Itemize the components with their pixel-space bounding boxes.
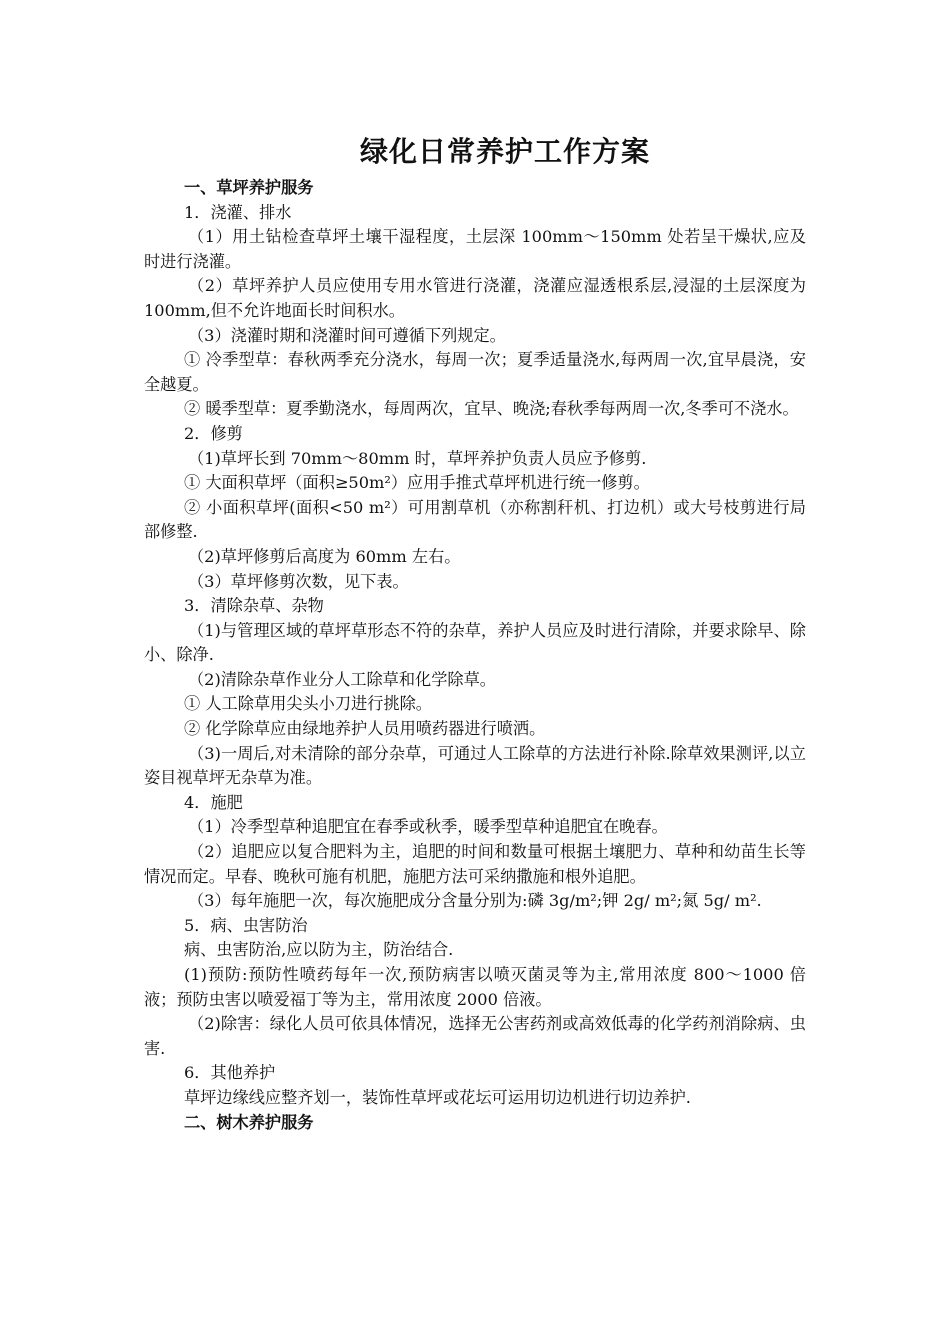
section-heading: 一、草坪养护服务 (184, 178, 314, 197)
paragraph: （1）冷季型草种追肥宜在春季或秋季，暖季型草种追肥宜在晚春。 (188, 817, 668, 837)
paragraph: （3）每年施肥一次，每次施肥成分含量分别为:磷 3g/m²;钾 2g/ m²;氮 5g/ m². (188, 891, 762, 911)
paragraph: （3)一周后,对未清除的部分杂草，可通过人工除草的方法进行补除.除草效果测评,以立姿目视草坪无杂草为准。 (144, 743, 806, 788)
document-body (144, 176, 806, 1135)
paragraph: （2)清除杂草作业分人工除草和化学除草。 (188, 669, 496, 689)
section-heading: 二、树木养护服务 (184, 1112, 314, 1132)
paragraph: （1)草坪长到 70mm～80mm 时，草坪养护负责人员应予修剪. (188, 448, 647, 468)
paragraph: 草坪边缘线应整齐划一，装饰性草坪或花坛可运用切边机进行切边养护. (184, 1087, 691, 1107)
paragraph: ② 小面积草坪(面积<50 m²）可用割草机（亦称割秆机、打边机）或大号枝剪进行局部修整. (144, 497, 806, 542)
paragraph: 6．其他养护 (184, 1063, 276, 1083)
paragraph: （2)除害：绿化人员可依具体情况，选择无公害药剂或高效低毒的化学药剂消除病、虫害. (144, 1014, 806, 1058)
paragraph: （1)与管理区域的草坪草形态不符的杂草，养护人员应及时进行清除，并要求除早、除小、除净. (144, 620, 806, 665)
paragraph: （2）草坪养护人员应使用专用水管进行浇灌，浇灌应湿透根系层,浸湿的土层深度为 100mm,但不允许地面长时间积水。 (144, 276, 806, 320)
paragraph: （3）浇灌时期和浇灌时间可遵循下列规定。 (188, 325, 506, 345)
paragraph: （1）用土钻检查草坪土壤干湿程度，土层深 100mm～150mm 处若呈干燥状,应及时进行浇灌。 (144, 227, 806, 271)
paragraph: (1)预防:预防性喷药每年一次,预防病害以喷灭菌灵等为主,常用浓度 800～1000 倍液；预防虫害以喷爱福丁等为主，常用浓度 2000 倍液。 (144, 965, 806, 1009)
paragraph: ② 化学除草应由绿地养护人员用喷药器进行喷洒。 (184, 719, 546, 739)
paragraph: ② 暖季型草：夏季勤浇水，每周两次，宜早、晚浇;春秋季每两周一次,冬季可不浇水。 (184, 399, 799, 419)
paragraph: （2)草坪修剪后高度为 60mm 左右。 (188, 546, 461, 566)
document-title: 绿化日常养护工作方案 (359, 135, 650, 168)
paragraph: 5．病、虫害防治 (184, 915, 308, 935)
paragraph: 1．浇灌、排水 (184, 202, 292, 222)
paragraph: ① 冷季型草：春秋两季充分浇水，每周一次；夏季适量浇水,每两周一次,宜早晨浇，安全越夏。 (144, 350, 806, 394)
paragraph: 2．修剪 (184, 423, 243, 443)
paragraph: 3．清除杂草、杂物 (184, 596, 324, 616)
paragraph: ① 大面积草坪（面积≥50m²）应用手推式草坪机进行统一修剪。 (184, 473, 650, 493)
paragraph: （2）追肥应以复合肥料为主，追肥的时间和数量可根据土壤肥力、草种和幼苗生长等情况而定。早春、晚秋可施有机肥，施肥方法可采纳撒施和根外追肥。 (144, 842, 806, 886)
paragraph: 病、虫害防治,应以防为主，防治结合. (184, 940, 454, 960)
paragraph: 4．施肥 (184, 792, 243, 812)
paragraph: （3）草坪修剪次数，见下表。 (188, 571, 409, 591)
paragraph: ① 人工除草用尖头小刀进行挑除。 (184, 694, 432, 714)
